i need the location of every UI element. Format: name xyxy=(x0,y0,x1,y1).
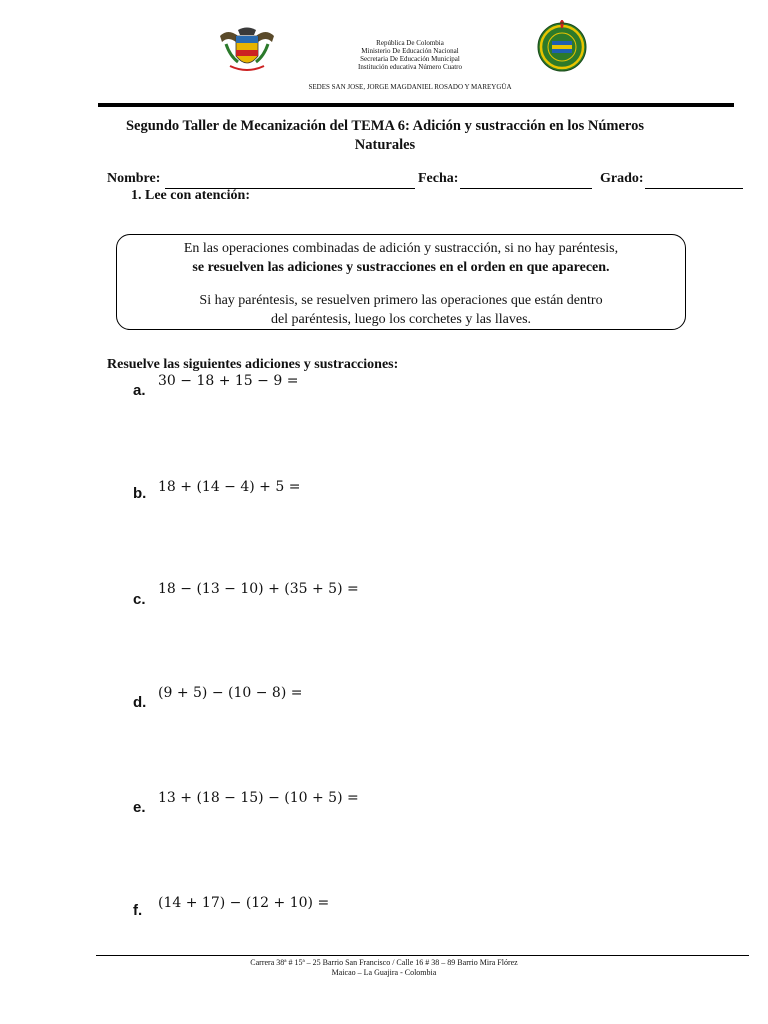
exercise-expression: (9 + 5) − (10 − 8) = xyxy=(158,685,303,701)
exercise-expression: 30 − 18 + 15 − 9 = xyxy=(158,373,299,389)
footer-city: Maicao – La Guajira - Colombia xyxy=(331,968,437,977)
title-line-2: Naturales xyxy=(354,137,416,153)
note-line-2: se resuelven las adiciones y sustracciones en el orden en que aparecen. xyxy=(192,260,610,275)
date-label: Fecha: xyxy=(418,171,459,186)
header-sedes: SEDES SAN JOSE, JORGE MAGDANIEL ROSADO Y MAREYGÜA xyxy=(308,83,512,91)
exercise-letter: d. xyxy=(133,694,147,711)
exercise-letter: f. xyxy=(133,902,143,919)
coat-of-arms-icon xyxy=(218,26,276,74)
header-secretariat: Secretaria De Educación Municipal xyxy=(360,55,460,63)
exercise-expression: 18 + (14 − 4) + 5 = xyxy=(158,479,301,495)
note-line-1: En las operaciones combinadas de adición y sustracción, si no hay paréntesis, xyxy=(183,241,619,256)
footer-divider xyxy=(96,955,749,956)
exercise-expression: 18 − (13 − 10) + (35 + 5) = xyxy=(158,581,359,597)
footer-address: Carrera 38ª # 15ª – 25 Barrio San Francisco / Calle 16 # 38 – 89 Barrio Mira Flórez xyxy=(250,958,518,967)
note-line-4: del paréntesis, luego los corchetes y las llaves. xyxy=(270,312,532,327)
title-line-1: Segundo Taller de Mecanización del TEMA 6: Adición y sustracción en los Números xyxy=(125,118,644,134)
exercise-letter: b. xyxy=(133,485,147,502)
exercise-letter: e. xyxy=(133,799,146,816)
exercise-expression: 13 + (18 − 15) − (10 + 5) = xyxy=(158,790,359,806)
date-blank[interactable] xyxy=(460,188,592,189)
header-ministry: Ministerio De Educación Nacional xyxy=(361,47,459,55)
header-institution: Institución educativa Número Cuatro xyxy=(358,63,462,71)
header-divider xyxy=(98,103,734,107)
worksheet-title xyxy=(100,117,670,155)
exercise-expression: (14 + 17) − (12 + 10) = xyxy=(158,895,330,911)
exercises-heading: Resuelve las siguientes adiciones y sustracciones: xyxy=(107,357,399,372)
instruction-read: 1. Lee con atención: xyxy=(131,188,250,203)
name-label: Nombre: xyxy=(107,171,161,186)
rule-note-box xyxy=(116,234,686,330)
grade-label: Grado: xyxy=(600,171,644,186)
header-republic: República De Colombia xyxy=(376,39,444,47)
exercise-letter: c. xyxy=(133,591,146,608)
exercise-letter: a. xyxy=(133,382,146,399)
grade-blank[interactable] xyxy=(645,188,743,189)
note-line-3: Si hay paréntesis, se resuelven primero las operaciones que están dentro xyxy=(199,293,603,308)
school-seal-icon xyxy=(536,20,588,72)
